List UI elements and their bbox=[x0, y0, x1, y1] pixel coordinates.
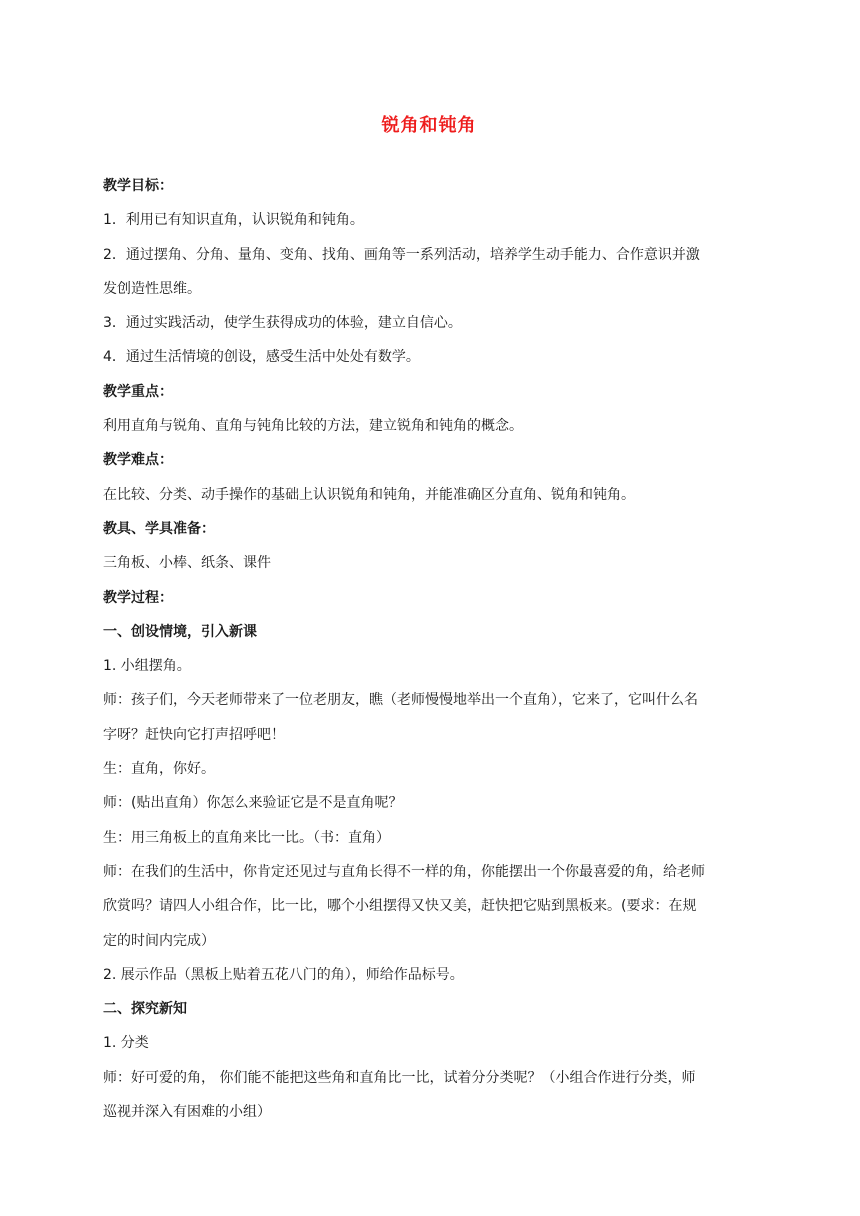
section-heading: 二、探究新知 bbox=[103, 1001, 187, 1018]
body-line: 1. 小组摆角。 bbox=[103, 658, 191, 675]
body-line: 3．通过实践活动，使学生获得成功的体验，建立自信心。 bbox=[103, 315, 462, 332]
body-line: 生：直角，你好。 bbox=[103, 761, 215, 778]
body-line: 字呀？赶快向它打声招呼吧！ bbox=[103, 726, 285, 743]
section-heading: 教学目标： bbox=[103, 178, 173, 194]
body-line: 在比较、分类、动手操作的基础上认识锐角和钝角，并能准确区分直角、锐角和钝角。 bbox=[103, 486, 635, 503]
section-heading: 一、创设情境，引入新课 bbox=[103, 623, 257, 640]
body-line: 4．通过生活情境的创设，感受生活中处处有数学。 bbox=[103, 349, 420, 366]
body-line: 师：好可爱的角， 你们能不能把这些角和直角比一比，试着分分类呢？（小组合作进行分类，师 bbox=[103, 1069, 696, 1086]
section-heading: 教学过程： bbox=[103, 589, 173, 606]
body-line: 师：在我们的生活中，你肯定还见过与直角长得不一样的角，你能摆出一个你最喜爱的角，给老师 bbox=[103, 863, 705, 880]
document-body bbox=[103, 169, 755, 1129]
body-line: 2. 展示作品（黑板上贴着五花八门的角），师给作品标号。 bbox=[103, 966, 464, 983]
section-heading: 教具、学具准备： bbox=[103, 520, 215, 537]
section-heading: 教学重点： bbox=[103, 383, 173, 400]
body-line: 欣赏吗？请四人小组合作，比一比，哪个小组摆得又快又美，赶快把它贴到黑板来。(要求：在规 bbox=[103, 898, 697, 915]
body-line: 生：用三角板上的直角来比一比。（书：直角） bbox=[103, 829, 390, 846]
body-line: 1. 分类 bbox=[103, 1035, 149, 1052]
body-line: 1．利用已有知识直角，认识锐角和钝角。 bbox=[103, 212, 364, 229]
body-line: 2．通过摆角、分角、量角、变角、找角、画角等一系列活动，培养学生动手能力、合作意识并激 bbox=[103, 246, 700, 263]
body-line: 定的时间内完成） bbox=[103, 932, 215, 949]
body-line: 巡视并深入有困难的小组） bbox=[103, 1104, 271, 1121]
body-line: 发创造性思维。 bbox=[103, 280, 201, 297]
body-line: 师：(贴出直角）你怎么来验证它是不是直角呢？ bbox=[103, 795, 403, 812]
body-line: 师：孩子们，今天老师带来了一位老朋友，瞧（老师慢慢地举出一个直角），它来了，它叫什么名 bbox=[103, 692, 698, 709]
body-line: 利用直角与锐角、直角与钝角比较的方法，建立锐角和钝角的概念。 bbox=[103, 418, 523, 435]
document-title: 锐角和钝角 bbox=[381, 115, 477, 136]
body-line: 三角板、小棒、纸条、课件 bbox=[103, 555, 271, 572]
section-heading: 教学难点： bbox=[103, 452, 173, 469]
